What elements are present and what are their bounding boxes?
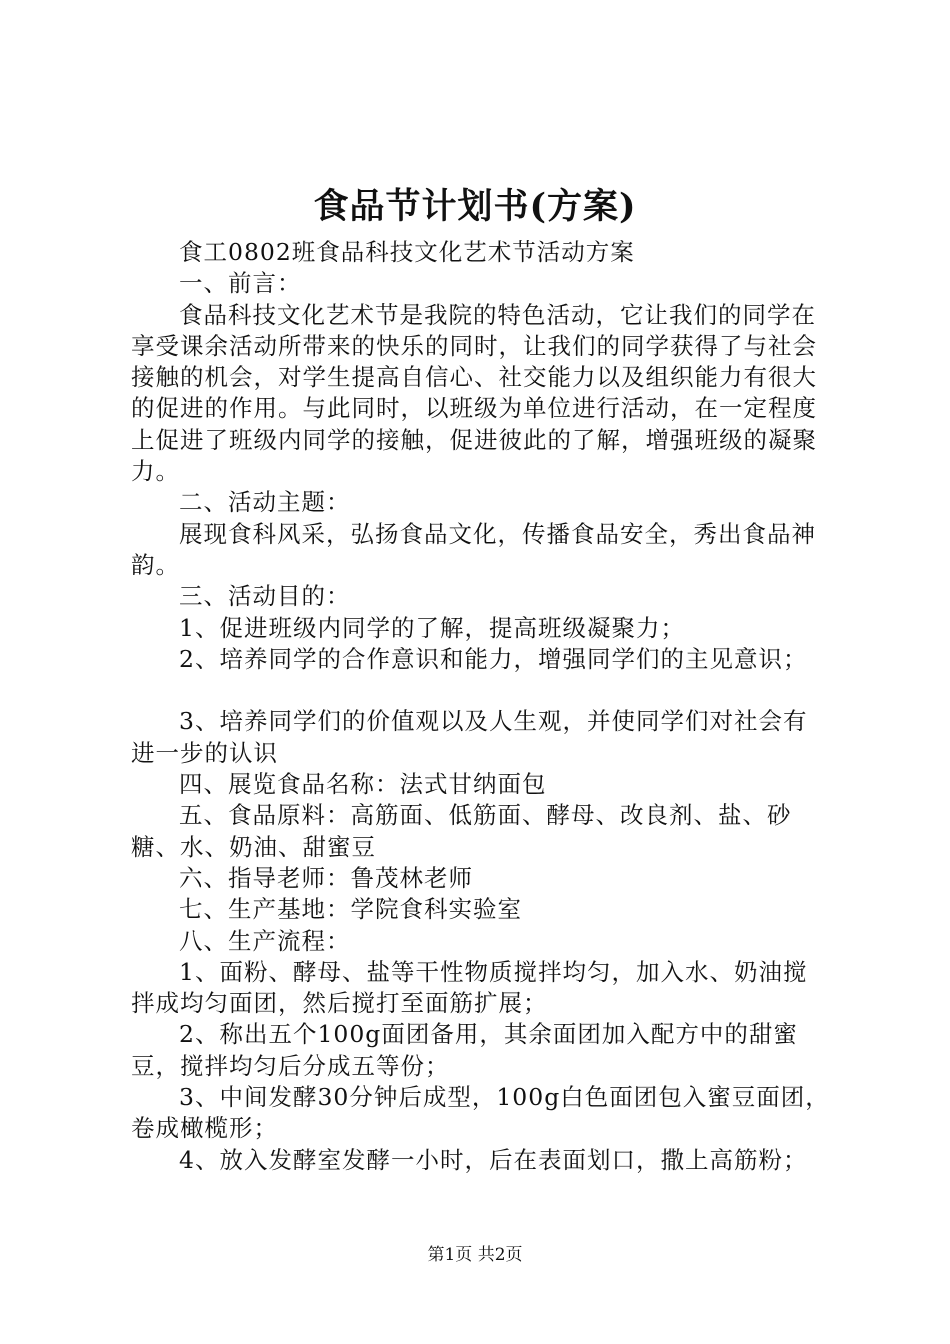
list-item-step-2: 2、称出五个100g面团备用，其余面团加入配方中的甜蜜豆，搅拌均匀后分成五等份；: [131, 1020, 798, 1080]
section-heading-process: 八、生产流程：: [179, 926, 351, 955]
paragraph-theme: 展现食科风采，弘扬食品文化，传播食品安全，秀出食品神韵。: [131, 519, 816, 579]
document-body: [131, 237, 831, 1176]
list-item-purpose-1: 1、促进班级内同学的了解，提高班级凝聚力；: [179, 613, 685, 642]
list-item-step-4: 4、放入发酵室发酵一小时，后在表面划口，撒上高筋粉；: [179, 1145, 808, 1174]
blank-line: [131, 675, 831, 706]
paragraph-subtitle: 食工0802班食品科技文化艺术节活动方案: [179, 238, 635, 266]
document-title: 食品节计划书(方案): [313, 186, 637, 227]
section-heading-purpose: 三、活动目的：: [179, 582, 351, 611]
item-ingredients: 五、食品原料：高筋面、低筋面、酵母、改良剂、盐、砂糖、水、奶油、甜蜜豆: [131, 801, 792, 861]
item-food-name: 四、展览食品名称：法式甘纳面包: [179, 770, 547, 799]
list-item-purpose-3: 3、培养同学们的价值观以及人生观，并使同学们对社会有进一步的认识: [131, 707, 808, 767]
section-heading-preface: 一、前言：: [179, 269, 302, 298]
paragraph-preface: 食品科技文化艺术节是我院的特色活动，它让我们的同学在享受课余活动所带来的快乐的同时，让我们的同学获得了与社会接触的机会，对学生提高自信心、社交能力以及组织能力有很大的促进的作用。与此同时，以班级为单位进行活动，在一定程度上促进了班级内同学的接触，促进彼此的了解，增强班级的凝聚力。: [131, 300, 817, 486]
item-instructor: 六、指导老师：鲁茂林老师: [179, 863, 473, 892]
item-production-base: 七、生产基地：学院食科实验室: [179, 895, 522, 924]
list-item-step-3: 3、中间发酵30分钟后成型，100g白色面团包入蜜豆面团，卷成橄榄形；: [131, 1083, 830, 1143]
section-heading-theme: 二、活动主题：: [179, 488, 351, 517]
list-item-purpose-2: 2、培养同学的合作意识和能力，增强同学们的主见意识；: [179, 644, 808, 673]
list-item-step-1: 1、面粉、酵母、盐等干性物质搅拌均匀，加入水、奶油搅拌成均匀面团，然后搅打至面筋扩展；: [131, 957, 808, 1018]
page-number-footer: 第1页 共2页: [427, 1245, 523, 1265]
